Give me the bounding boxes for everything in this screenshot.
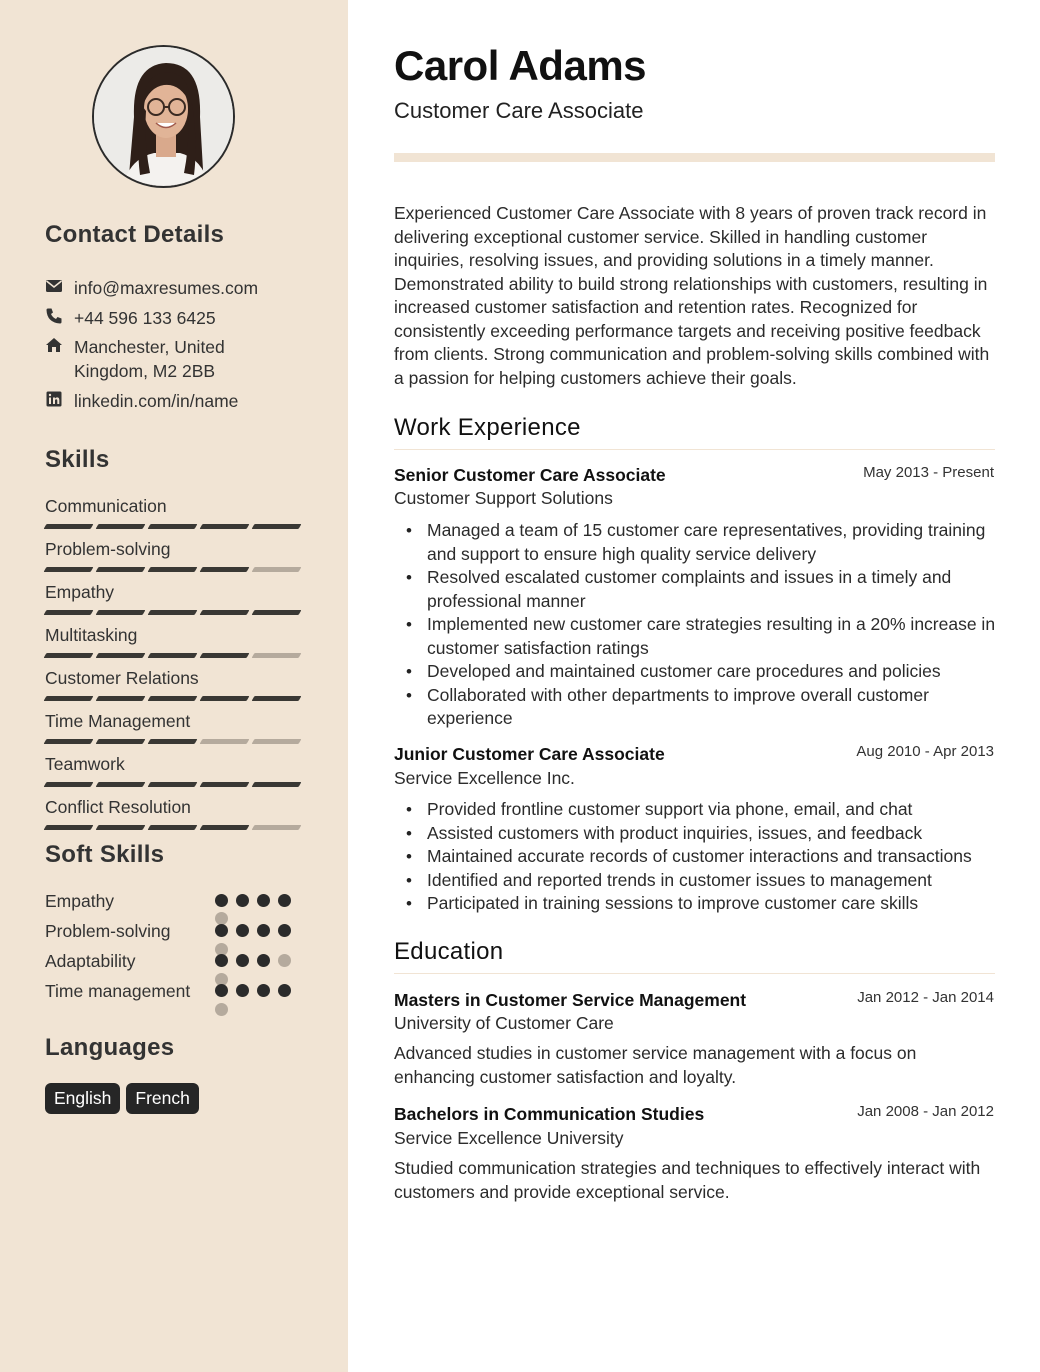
- skill-name: Conflict Resolution: [45, 797, 191, 817]
- job-bullet: • Identified and reported trends in customer issues to management: [394, 869, 1000, 893]
- soft-skill-rating: [215, 984, 295, 1024]
- skill-item: [45, 538, 305, 572]
- languages-heading: Languages: [45, 1034, 175, 1061]
- address-line2: Kingdom, M2 2BB: [74, 361, 216, 381]
- skill-level-segment: [252, 825, 302, 830]
- job-dates: May 2013 - Present: [863, 464, 994, 481]
- degree-description: Advanced studies in customer service management with a focus on enhancing customer satisfaction and loyalty.: [394, 1043, 917, 1087]
- skill-level-segment: [148, 696, 198, 701]
- job-company: Service Excellence Inc.: [394, 768, 575, 788]
- job-title: Junior Customer Care Associate: [394, 744, 665, 764]
- job-title: Senior Customer Care Associate: [394, 465, 666, 485]
- skill-level-segment: [200, 567, 250, 572]
- skill-level-segment: [148, 610, 198, 615]
- language-badge: English: [45, 1083, 120, 1114]
- skill-level-segment: [44, 696, 94, 701]
- sidebar: [0, 0, 348, 1372]
- job-bullet: • Implemented new customer care strategies resulting in a 20% increase in customer satisfaction ratings: [394, 613, 1000, 660]
- skill-item: [45, 495, 305, 529]
- job-bullet: • Provided frontline customer support via phone, email, and chat: [394, 798, 1000, 822]
- skill-level-segment: [96, 825, 146, 830]
- skill-level-bar: [45, 610, 305, 615]
- skill-level-segment: [44, 653, 94, 658]
- skill-level-segment: [252, 567, 302, 572]
- school-name: Service Excellence University: [394, 1128, 624, 1148]
- education-heading: Education: [394, 938, 504, 965]
- job-bullets: [394, 519, 1000, 731]
- skill-level-segment: [200, 825, 250, 830]
- rating-dot: [215, 894, 228, 907]
- skill-level-bar: [45, 567, 305, 572]
- rating-dot: [257, 984, 270, 997]
- skill-level-segment: [44, 567, 94, 572]
- skill-name: Customer Relations: [45, 668, 199, 688]
- skill-level-bar: [45, 825, 305, 830]
- job-bullet: • Managed a team of 15 customer care representatives, providing training and support to ensure high quality service delivery: [394, 519, 1000, 566]
- skill-name: Teamwork: [45, 754, 125, 774]
- address-text: [74, 335, 225, 383]
- skill-level-segment: [96, 696, 146, 701]
- skill-level-segment: [96, 610, 146, 615]
- skill-level-segment: [148, 567, 198, 572]
- skill-name: Empathy: [45, 582, 115, 602]
- rating-dot: [236, 924, 249, 937]
- soft-skill-name: Empathy: [45, 891, 115, 911]
- skill-level-bar: [45, 524, 305, 529]
- skill-level-bar: [45, 782, 305, 787]
- skill-level-segment: [252, 610, 302, 615]
- skill-level-segment: [44, 782, 94, 787]
- skill-item: [45, 581, 305, 615]
- person-photo-icon: [94, 47, 235, 188]
- section-divider: [394, 973, 995, 974]
- skill-level-segment: [252, 524, 302, 529]
- contact-linkedin[interactable]: [45, 389, 315, 413]
- degree-dates: Jan 2012 - Jan 2014: [857, 989, 994, 1006]
- job-bullet: • Resolved escalated customer complaints and issues in a timely and professional manner: [394, 566, 1000, 613]
- rating-dot: [215, 984, 228, 997]
- skill-level-segment: [200, 782, 250, 787]
- skill-level-segment: [148, 653, 198, 658]
- degree-title: Bachelors in Communication Studies: [394, 1104, 705, 1124]
- skill-level-bar: [45, 739, 305, 744]
- rating-dot: [236, 954, 249, 967]
- degree-description: Studied communication strategies and techniques to effectively interact with customers and provide exceptional service.: [394, 1158, 981, 1202]
- skill-level-segment: [200, 610, 250, 615]
- address-line1: Manchester, United: [74, 337, 225, 357]
- skill-level-segment: [44, 825, 94, 830]
- rating-dot: [278, 894, 291, 907]
- job-bullet: • Maintained accurate records of customer interactions and transactions: [394, 845, 1000, 869]
- candidate-title: Customer Care Associate: [394, 98, 644, 123]
- rating-dot: [278, 984, 291, 997]
- rating-dot: [236, 984, 249, 997]
- job-bullets: [394, 798, 1000, 916]
- skill-item: [45, 667, 305, 701]
- rating-dot: [257, 924, 270, 937]
- job-company: Customer Support Solutions: [394, 488, 613, 508]
- soft-skill-item: [45, 889, 295, 914]
- contact-email[interactable]: [45, 276, 315, 300]
- skill-level-segment: [96, 567, 146, 572]
- skill-level-segment: [44, 524, 94, 529]
- soft-skill-item: [45, 979, 295, 1004]
- job-bullet: • Participated in training sessions to improve customer care skills: [394, 892, 1000, 916]
- skill-level-bar: [45, 653, 305, 658]
- envelope-icon: [45, 277, 63, 295]
- linkedin-icon: [45, 390, 63, 408]
- skill-level-segment: [252, 739, 302, 744]
- linkedin-text: linkedin.com/in/name: [74, 391, 239, 411]
- profile-photo: [92, 45, 235, 188]
- skill-level-segment: [200, 653, 250, 658]
- contact-phone[interactable]: [45, 306, 315, 330]
- school-name: University of Customer Care: [394, 1013, 614, 1033]
- section-divider: [394, 449, 995, 450]
- skill-level-segment: [148, 524, 198, 529]
- summary-text: Experienced Customer Care Associate with 8 years of proven track record in delivering exceptional customer service. Skilled in handling customer inquiries, resolving issues, and providing solutions in a timely manner. Demonstrated ability to build strong relationships with customers, resulting in increased customer satisfaction and retention rates. Recognized for consistently exceeding performance targets and receiving positive feedback from clients. Strong communication and problem-solving skills combined with a passion for helping customers achieve their goals.: [394, 203, 990, 388]
- home-icon: [45, 336, 63, 354]
- job-dates: Aug 2010 - Apr 2013: [856, 743, 994, 760]
- rating-dot: [278, 924, 291, 937]
- degree-title: Masters in Customer Service Management: [394, 990, 747, 1010]
- skill-level-segment: [148, 825, 198, 830]
- rating-dot: [257, 954, 270, 967]
- skill-name: Time Management: [45, 711, 191, 731]
- skill-level-segment: [200, 696, 250, 701]
- skill-name: Problem-solving: [45, 539, 171, 559]
- email-text: info@maxresumes.com: [74, 278, 259, 298]
- skill-item: [45, 753, 305, 787]
- skill-level-segment: [44, 739, 94, 744]
- skill-level-segment: [44, 610, 94, 615]
- skill-item: [45, 624, 305, 658]
- skill-level-segment: [252, 782, 302, 787]
- skill-level-segment: [96, 739, 146, 744]
- skill-level-segment: [96, 524, 146, 529]
- skill-level-segment: [148, 782, 198, 787]
- skill-level-segment: [200, 524, 250, 529]
- rating-dot: [257, 894, 270, 907]
- rating-dot: [215, 924, 228, 937]
- rating-dot: [278, 954, 291, 967]
- soft-skill-name: Adaptability: [45, 951, 136, 971]
- rating-dot: [215, 954, 228, 967]
- rating-dot: [236, 894, 249, 907]
- skill-name: Communication: [45, 496, 167, 516]
- skill-level-segment: [252, 696, 302, 701]
- skill-level-segment: [96, 653, 146, 658]
- skill-name: Multitasking: [45, 625, 138, 645]
- skill-level-segment: [200, 739, 250, 744]
- header-divider: [394, 153, 995, 162]
- work-experience-heading: Work Experience: [394, 414, 581, 441]
- skill-level-bar: [45, 696, 305, 701]
- skill-level-segment: [148, 739, 198, 744]
- skills-heading: Skills: [45, 446, 110, 473]
- contact-heading: Contact Details: [45, 221, 225, 248]
- soft-skill-item: [45, 919, 295, 944]
- soft-skill-item: [45, 949, 295, 974]
- job-bullet: • Collaborated with other departments to improve overall customer experience: [394, 684, 1000, 731]
- soft-skill-name: Problem-solving: [45, 921, 171, 941]
- skill-item: [45, 710, 305, 744]
- language-badge: French: [126, 1083, 198, 1114]
- languages-list: [45, 1083, 199, 1114]
- contact-address: [45, 335, 315, 383]
- skill-level-segment: [96, 782, 146, 787]
- candidate-name: Carol Adams: [394, 42, 647, 89]
- rating-dot: [215, 1003, 228, 1016]
- soft-skills-heading: Soft Skills: [45, 841, 165, 868]
- skill-level-segment: [252, 653, 302, 658]
- degree-dates: Jan 2008 - Jan 2012: [857, 1103, 994, 1120]
- job-bullet: • Developed and maintained customer care procedures and policies: [394, 660, 1000, 684]
- phone-icon: [45, 307, 63, 325]
- phone-text: +44 596 133 6425: [74, 308, 216, 328]
- skill-item: [45, 796, 305, 830]
- soft-skill-name: Time management: [45, 981, 191, 1001]
- job-bullet: • Assisted customers with product inquiries, issues, and feedback: [394, 822, 1000, 846]
